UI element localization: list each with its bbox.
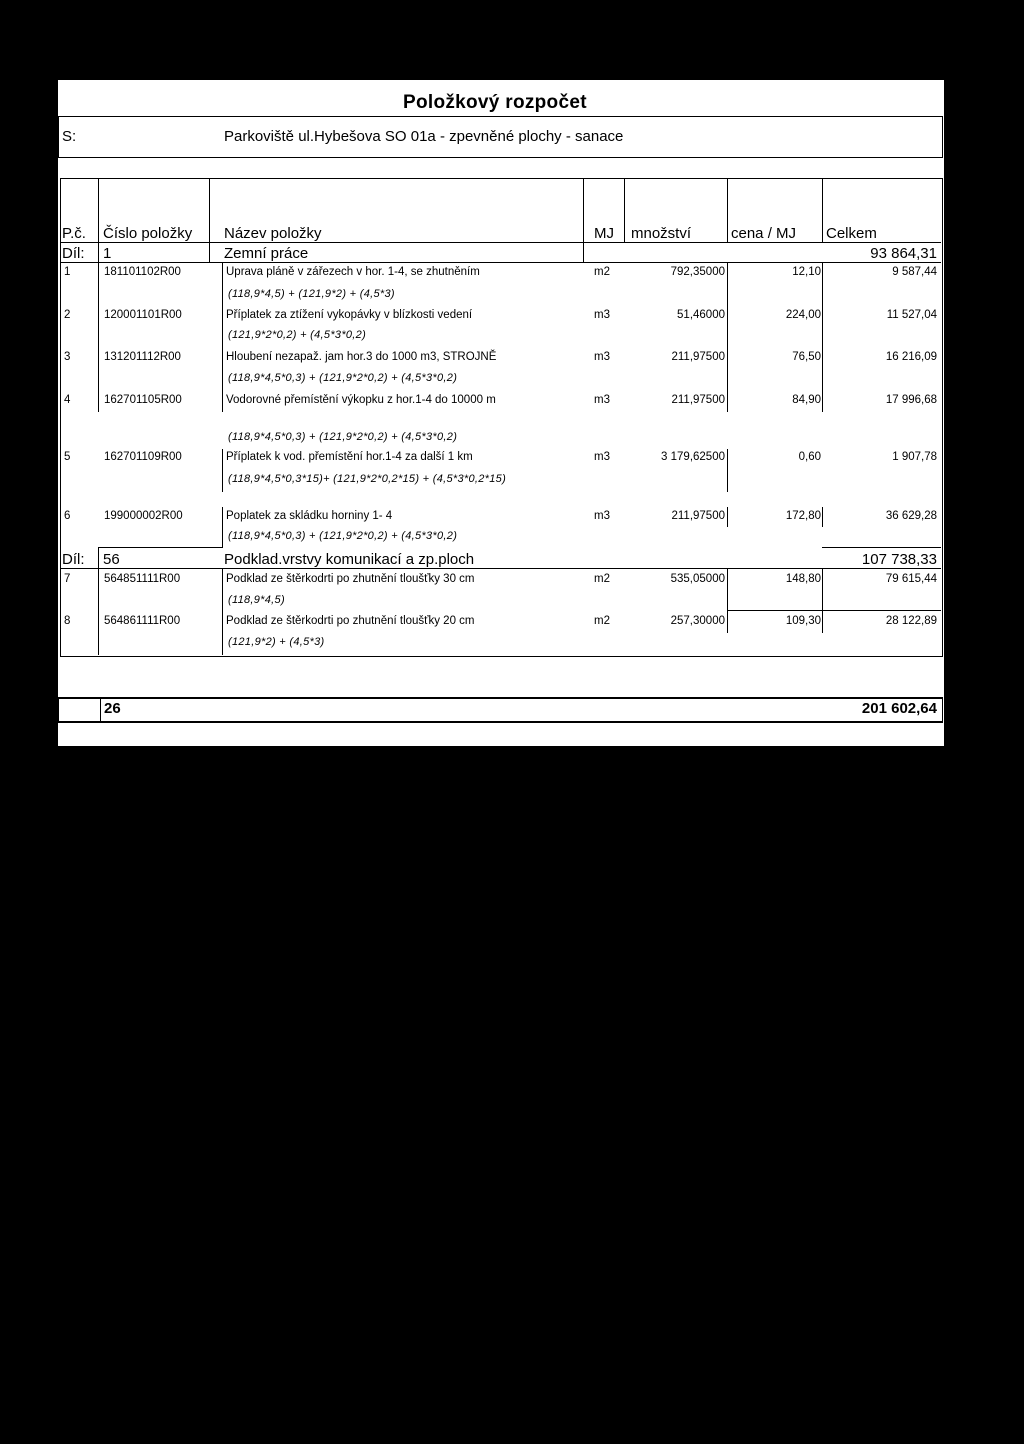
cell-cena: 172,80 bbox=[785, 510, 821, 522]
cell-mnozstvi: 51,46000 bbox=[677, 309, 725, 321]
cell-cislo: 199000002R00 bbox=[104, 510, 183, 522]
cell-cislo: 181101102R00 bbox=[104, 266, 181, 278]
col-sep bbox=[727, 507, 728, 527]
header-pc: P.č. bbox=[62, 225, 86, 242]
summary-sep bbox=[100, 697, 101, 721]
document-title: Položkový rozpočet bbox=[403, 92, 587, 113]
summary-code: 26 bbox=[104, 700, 121, 717]
stavba-name: Parkoviště ul.Hybešova SO 01a - zpevněné plochy - sanace bbox=[224, 128, 624, 145]
dil-label: Díl: bbox=[62, 551, 85, 568]
cell-mj: m3 bbox=[594, 510, 610, 522]
cell-mnozstvi: 535,05000 bbox=[670, 573, 725, 585]
cell-formula: (121,9*2) + (4,5*3) bbox=[228, 636, 325, 648]
dil-name: Podklad.vrstvy komunikací a zp.ploch bbox=[224, 551, 475, 568]
cell-mnozstvi: 211,97500 bbox=[671, 351, 725, 363]
header-mj: MJ bbox=[594, 225, 614, 242]
cell-celkem: 11 527,04 bbox=[886, 309, 937, 321]
cell-mnozstvi: 792,35000 bbox=[670, 266, 725, 278]
col-sep bbox=[98, 178, 99, 262]
cell-celkem: 28 122,89 bbox=[885, 615, 937, 627]
cell-mj: m3 bbox=[594, 451, 610, 463]
col-sep bbox=[727, 262, 728, 412]
header-cena: cena / MJ bbox=[731, 225, 797, 242]
row-sep bbox=[822, 547, 941, 548]
header-mnozstvi: množství bbox=[631, 225, 692, 242]
cell-cena: 76,50 bbox=[792, 351, 821, 363]
col-sep bbox=[98, 548, 99, 655]
cell-mnozstvi: 257,30000 bbox=[670, 615, 725, 627]
dil-label: Díl: bbox=[62, 245, 85, 262]
cell-mj: m2 bbox=[594, 573, 610, 585]
cell-nazev: Hloubení nezapaž. jam hor.3 do 1000 m3, STROJNĚ bbox=[226, 351, 497, 363]
header-nazev: Název položky bbox=[224, 225, 322, 242]
col-sep bbox=[222, 449, 223, 492]
cell-celkem: 36 629,28 bbox=[885, 510, 937, 522]
col-sep bbox=[624, 178, 625, 242]
cell-cena: 109,30 bbox=[785, 615, 821, 627]
cell-nazev: Podklad ze štěrkodrti po zhutnění tloušťky 30 cm bbox=[226, 573, 475, 585]
cell-formula: (118,9*4,5*0,3) + (121,9*2*0,2) + (4,5*3*0,2) bbox=[228, 530, 458, 542]
cell-pc: 8 bbox=[64, 615, 71, 627]
cell-cislo: 120001101R00 bbox=[104, 309, 182, 321]
cell-pc: 6 bbox=[64, 510, 71, 522]
cell-formula: (118,9*4,5*0,3) + (121,9*2*0,2) + (4,5*3*0,2) bbox=[228, 372, 458, 384]
cell-mj: m3 bbox=[594, 394, 610, 406]
cell-pc: 7 bbox=[64, 573, 71, 585]
cell-celkem: 9 587,44 bbox=[892, 266, 937, 278]
cell-formula: (118,9*4,5) + (121,9*2) + (4,5*3) bbox=[228, 288, 395, 300]
cell-cena: 224,00 bbox=[785, 309, 821, 321]
items-table-frame bbox=[60, 178, 943, 657]
cell-nazev: Příplatek k vod. přemístění hor.1-4 za další 1 km bbox=[226, 451, 473, 463]
row-sep bbox=[727, 610, 941, 611]
header-underline bbox=[60, 242, 941, 243]
cell-cislo: 162701105R00 bbox=[104, 394, 182, 406]
dil-code: 56 bbox=[103, 551, 120, 568]
cell-mj: m2 bbox=[594, 266, 610, 278]
cell-cena: 84,90 bbox=[792, 394, 821, 406]
cell-mj: m3 bbox=[594, 309, 610, 321]
cell-pc: 4 bbox=[64, 394, 71, 406]
cell-nazev: Příplatek za ztížení vykopávky v blízkosti vedení bbox=[226, 309, 473, 321]
cell-mnozstvi: 211,97500 bbox=[671, 394, 725, 406]
cell-celkem: 17 996,68 bbox=[885, 394, 937, 406]
row-sep bbox=[98, 547, 223, 548]
cell-celkem: 16 216,09 bbox=[885, 351, 937, 363]
col-sep bbox=[222, 507, 223, 548]
col-sep bbox=[583, 178, 584, 262]
cell-cena: 12,10 bbox=[792, 266, 821, 278]
col-sep bbox=[209, 178, 210, 262]
cell-pc: 5 bbox=[64, 451, 71, 463]
cell-nazev: Poplatek za skládku horniny 1- 4 bbox=[226, 510, 393, 522]
cell-formula: (118,9*4,5*0,3) + (121,9*2*0,2) + (4,5*3*0,2) bbox=[228, 431, 458, 443]
cell-formula: (121,9*2*0,2) + (4,5*3*0,2) bbox=[228, 329, 367, 341]
cell-cislo: 131201112R00 bbox=[104, 351, 181, 363]
cell-mj: m2 bbox=[594, 615, 610, 627]
dil-name: Zemní práce bbox=[224, 245, 309, 262]
cell-pc: 3 bbox=[64, 351, 71, 363]
dil-total: 107 738,33 bbox=[861, 551, 937, 568]
cell-nazev: Vodorovné přemístění výkopku z hor.1-4 do 10000 m bbox=[226, 394, 496, 406]
col-sep bbox=[727, 449, 728, 492]
cell-cislo: 162701109R00 bbox=[104, 451, 182, 463]
header-cislo: Číslo položky bbox=[103, 225, 193, 242]
cell-cena: 148,80 bbox=[785, 573, 821, 585]
cell-mnozstvi: 3 179,62500 bbox=[661, 451, 725, 463]
cell-formula: (118,9*4,5*0,3*15)+ (121,9*2*0,2*15) + (4,5*3*0,2*15) bbox=[228, 473, 507, 485]
col-sep bbox=[727, 178, 728, 242]
cell-formula: (118,9*4,5) bbox=[228, 594, 285, 606]
section-underline bbox=[60, 568, 941, 569]
col-sep bbox=[727, 568, 728, 633]
dil-code: 1 bbox=[103, 245, 112, 262]
stavba-label: S: bbox=[62, 128, 77, 145]
col-sep bbox=[222, 262, 223, 412]
cell-celkem: 79 615,44 bbox=[885, 573, 937, 585]
dil-total: 93 864,31 bbox=[870, 245, 937, 262]
col-sep bbox=[822, 568, 823, 633]
cell-pc: 1 bbox=[64, 266, 71, 278]
col-sep bbox=[222, 568, 223, 655]
cell-nazev: Podklad ze štěrkodrti po zhutnění tloušťky 20 cm bbox=[226, 615, 475, 627]
cell-nazev: Uprava pláně v zářezech v hor. 1-4, se zhutněním bbox=[226, 266, 480, 278]
cell-mj: m3 bbox=[594, 351, 610, 363]
col-sep bbox=[822, 507, 823, 527]
cell-cislo: 564851111R00 bbox=[104, 573, 181, 585]
header-celkem: Celkem bbox=[826, 225, 877, 242]
summary-total: 201 602,64 bbox=[861, 700, 937, 717]
section-underline bbox=[60, 262, 941, 263]
cell-pc: 2 bbox=[64, 309, 71, 321]
cell-mnozstvi: 211,97500 bbox=[671, 510, 725, 522]
cell-cislo: 564861111R00 bbox=[104, 615, 181, 627]
col-sep bbox=[98, 262, 99, 412]
col-sep bbox=[822, 178, 823, 242]
cell-celkem: 1 907,78 bbox=[892, 451, 937, 463]
col-sep bbox=[822, 262, 823, 412]
cell-cena: 0,60 bbox=[798, 451, 821, 463]
